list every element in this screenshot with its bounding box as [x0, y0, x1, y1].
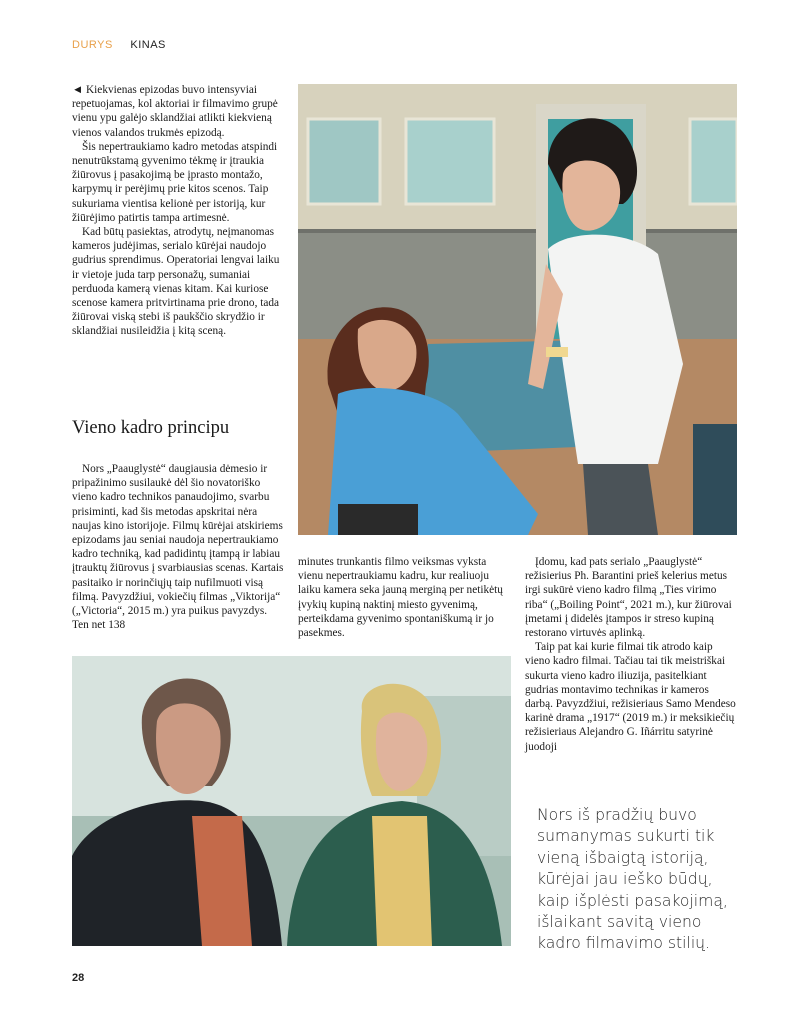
paragraph: Šis nepertraukiamo kadro metodas atspindi nenutrūkstamą gyvenimo tėkmę ir įtraukia žiūrovus į pasakojimą be įprasto montažo, karpymų ir perėjimų prie kitos scenos. Taip sukuriama vientisa kelionė per istoriją, kur žiūrėjimo patirtis tampa artimesnė. — [72, 140, 278, 224]
paragraph: Nors „Paauglystė“ daugiausia dėmesio ir pripažinimo susilaukė dėl šio novatoriško vieno kadro technikos panaudojimo, svarbu prisiminti, kad šis metodas apskritai nėra naujas kino istorijoje. Filmų kūrėjai atskiriems epizodams jau seniai naudoja nepertraukiamo kadro techniką, kad padidintų įtampą ir labiau įtrauktų žiūrovus į svarbiausias scenas. Kartais pasitaiko ir norinčiųjų taip nufilmuoti visą filmą. Pavyzdžiui, vokiečių filmas „Viktorija“ („Victoria“, 2015 m.) yra puikus pavyzdys. Ten net 138 — [72, 463, 284, 632]
pull-quote: Nors iš pradžių buvo sumanymas sukurti tik vieną išbaigtą istoriją, kūrėjai jau ieško būdų, kaip išplėsti pasakojimą, išlaikant savitą vieno kadro filmavimo stilių. — [537, 806, 728, 953]
article-column-2 — [298, 555, 510, 640]
film-still-image — [298, 84, 737, 535]
article-column-3 — [525, 555, 737, 754]
paragraph: Taip pat kai kurie filmai tik atrodo kaip vieno kadro filmai. Tačiau tai tik meistriškai sukurta vieno kadro iliuzija, pasitelkiant gudrias montavimo technikas ir kameros darbą. Pavyzdžiui, režisieriaus Samo Mendeso karinė drama „1917“ (2019 m.) ir meksikiečių režisieriaus Alejandro G. Iñárritu satyrinė juodoji — [525, 641, 736, 753]
paragraph: Kad būtų pasiektas, atrodytų, neįmanomas kameros judėjimas, serialo kūrėjai naudojo gudrius sprendimus. Operatoriai lengvai laiku ir vietoje juda tarp personažų, sumaniai perduoda kamerą vienas kitam. Kai kuriose scenose kamera pritvirtinama prie drono, tada žiūrovai viską stebi iš paukščio skrydžio ir sklandžiai nusileidžia į kitą sceną. — [72, 226, 280, 338]
section-heading: Vieno kadro principu — [72, 418, 230, 438]
paragraph: Įdomu, kad pats serialo „Paauglystė“ režisierius Ph. Barantini prieš kelerius metus irgi sukūrė vieno kadro filmą „Ties virimo riba“ („Boiling Point“, 2021 m.), kur žiūrovai įmetami į didelės įtampos ir streso kupiną restorano virtuvės aplinką. — [525, 556, 732, 640]
paragraph: ◄ Kiekvienas epizodas buvo intensyviai repetuojamas, kol aktoriai ir filmavimo grupė vienu ypu galėjo sklandžiai atlikti kiekvieną vienos valandos trukmės epizodą. — [72, 84, 278, 139]
film-still-image — [72, 656, 511, 946]
article-column-1-lower — [72, 462, 284, 632]
section-name: KINAS — [130, 39, 166, 51]
article-column-1 — [72, 83, 284, 339]
page-number: 28 — [72, 972, 85, 984]
film-still-photo — [72, 656, 511, 946]
page-header — [72, 39, 166, 51]
magazine-brand: DURYS — [72, 39, 113, 51]
paragraph: minutes trunkantis filmo veiksmas vyksta vienu nepertraukiamu kadru, kur realiuoju laiku kamera seka jauną merginą per netikėtų įvykių kupiną naktinį miesto gyvenimą, perteikdama gyvenimo spontaniškumą ir jo pasekmes. — [298, 556, 503, 640]
film-still-photo — [298, 84, 737, 535]
